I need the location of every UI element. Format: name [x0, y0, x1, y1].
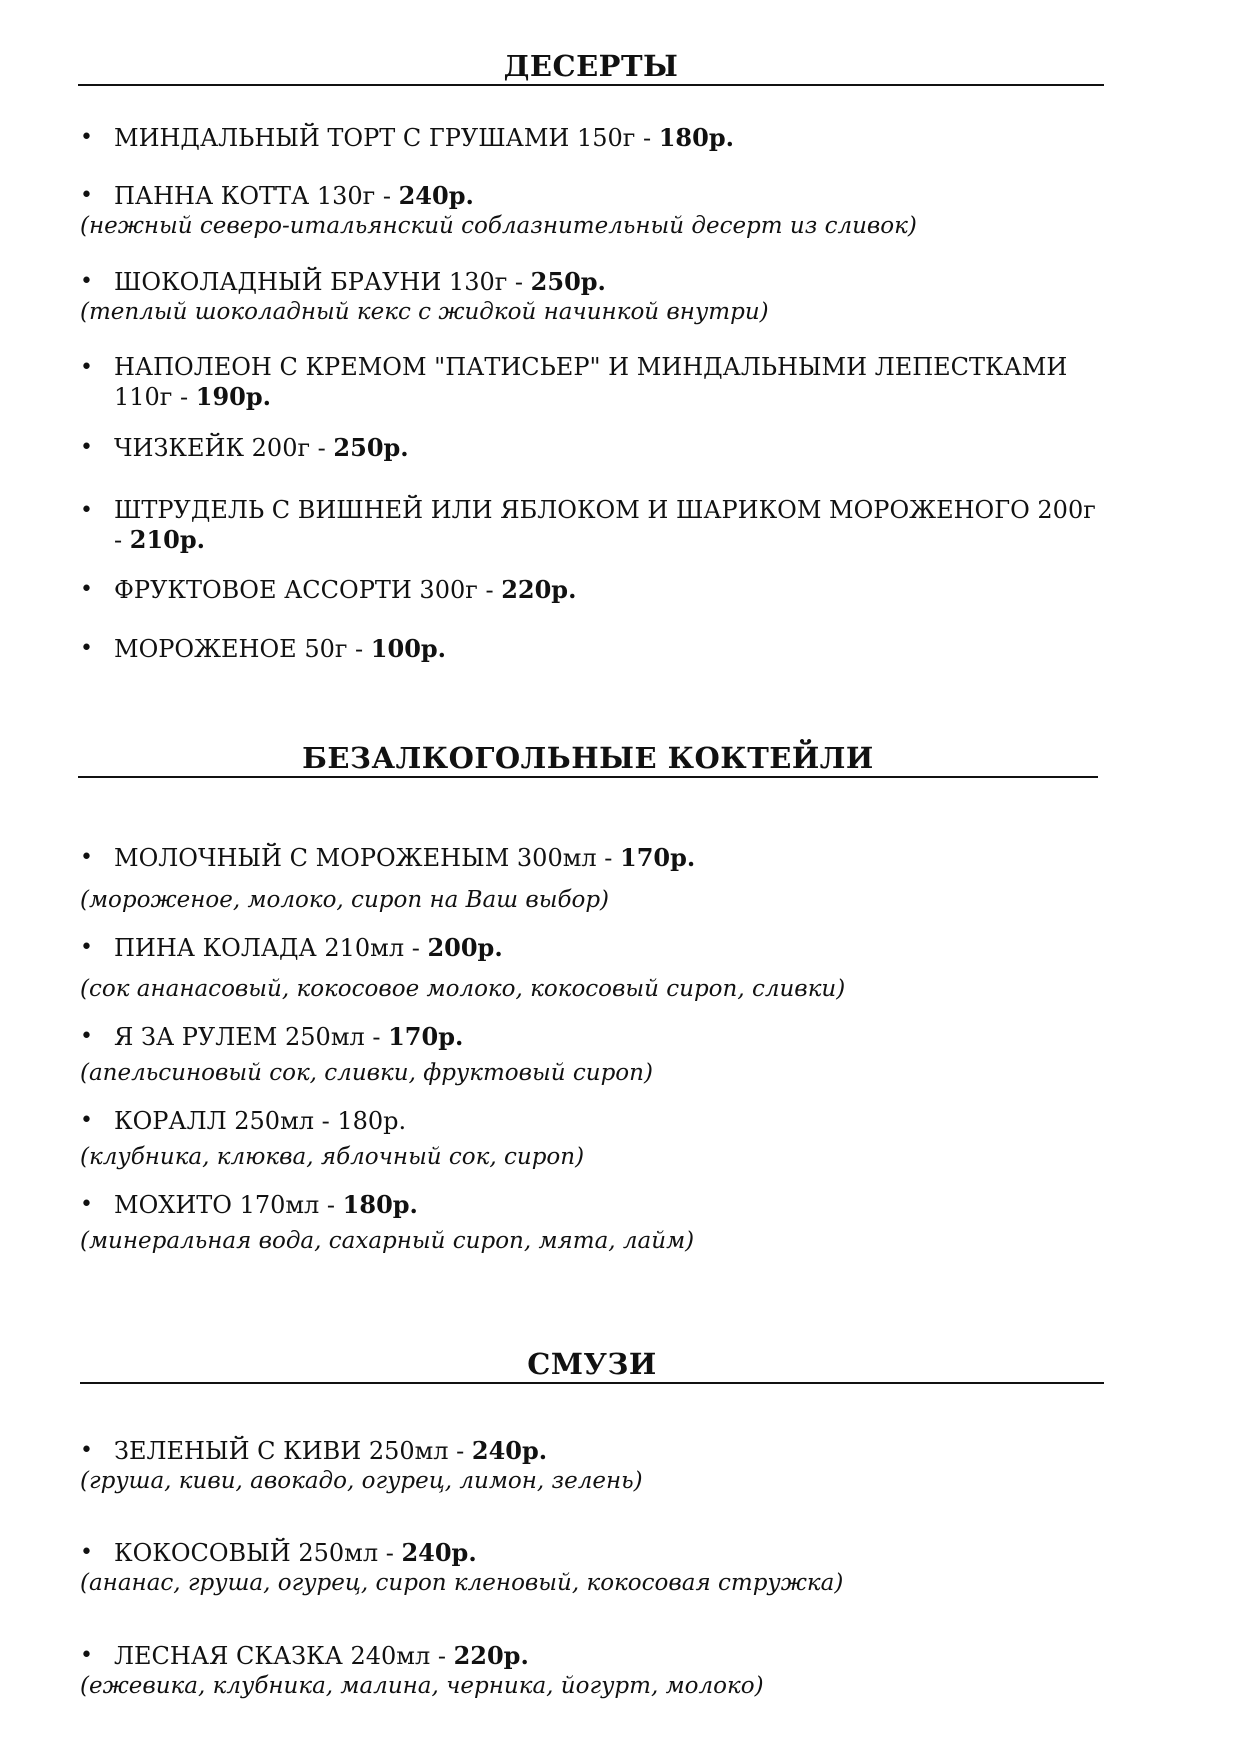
menu-item	[80, 1436, 1110, 1496]
item-name: ЛЕСНАЯ СКАЗКА 240мл -	[114, 1642, 454, 1670]
item-line	[80, 123, 1110, 153]
item-description: (апельсиновый сок, сливки, фруктовый сироп)	[80, 1060, 653, 1086]
bullet-icon: •	[80, 1643, 93, 1668]
item-description: (ананас, груша, огурец, сироп кленовый, кокосовая стружка)	[80, 1570, 844, 1596]
item-price: 100р.	[370, 634, 447, 663]
item-name: МОЛОЧНЫЙ С МОРОЖЕНЫМ 300мл -	[114, 844, 620, 872]
menu-item	[80, 123, 1110, 153]
item-price: 200р.	[427, 933, 503, 962]
item-line	[80, 1538, 1110, 1568]
bullet-icon: •	[80, 1108, 93, 1133]
item-name: НАПОЛЕОН С КРЕМОМ "ПАТИСЬЕР" И МИНДАЛЬНЫМИ ЛЕПЕСТКАМИ 110г -	[114, 353, 1068, 411]
item-line	[80, 1106, 1110, 1136]
item-line	[80, 353, 1110, 412]
item-price: 240р.	[471, 1436, 548, 1465]
item-line	[80, 181, 1110, 211]
bullet-icon: •	[80, 935, 93, 960]
bullet-icon: •	[80, 1540, 93, 1565]
bullet-icon: •	[80, 1192, 93, 1217]
item-name: КОКОСОВЫЙ 250мл -	[114, 1539, 402, 1567]
item-price: 180р.	[342, 1190, 418, 1219]
item-price: 180р.	[658, 123, 734, 152]
item-price: 240р.	[398, 181, 474, 210]
bullet-icon: •	[80, 1024, 93, 1049]
item-line	[80, 1190, 1110, 1220]
item-description: (клубника, клюква, яблочный сок, сироп)	[80, 1144, 585, 1170]
item-line	[80, 496, 1110, 555]
bullet-icon: •	[80, 269, 93, 294]
bullet-icon: •	[80, 636, 93, 661]
item-name: ПАННА КОТТА 130г -	[114, 182, 399, 210]
desserts-title: ДЕСЕРТЫ	[503, 49, 679, 83]
smoothies-title: СМУЗИ	[527, 1347, 657, 1381]
menu-item	[80, 843, 1110, 915]
item-name: ЗЕЛЕНЫЙ С КИВИ 250мл -	[114, 1437, 472, 1465]
item-price: 250р.	[530, 267, 606, 296]
bullet-icon: •	[80, 355, 93, 380]
menu-item	[80, 1190, 1110, 1256]
item-line	[80, 1641, 1110, 1671]
menu-item	[80, 634, 1110, 664]
menu-item	[80, 1022, 1110, 1088]
desserts-heading	[78, 48, 1104, 86]
item-description: (мороженое, молоко, сироп на Ваш выбор)	[80, 887, 610, 913]
item-price: 220р.	[501, 575, 577, 604]
item-price: 210р.	[129, 525, 205, 554]
menu-item	[80, 496, 1110, 555]
bullet-icon: •	[80, 577, 93, 602]
item-price: 190р.	[195, 382, 271, 411]
cocktails-heading	[78, 740, 1098, 778]
item-price: 170р.	[620, 843, 696, 872]
item-name: ПИНА КОЛАДА 210мл -	[114, 934, 428, 962]
item-description: (ежевика, клубника, малина, черника, йогурт, молоко)	[80, 1673, 764, 1699]
item-line	[80, 843, 1110, 873]
item-line	[80, 267, 1110, 297]
smoothies-heading	[80, 1346, 1104, 1384]
item-name: МИНДАЛЬНЫЙ ТОРТ С ГРУШАМИ 150г -	[114, 124, 659, 152]
item-description: (сок ананасовый, кокосовое молоко, кокосовый сироп, сливки)	[80, 976, 846, 1002]
item-name: ШОКОЛАДНЫЙ БРАУНИ 130г -	[114, 268, 531, 296]
item-name: ФРУКТОВОЕ АССОРТИ 300г -	[114, 576, 502, 604]
item-name: Я ЗА РУЛЕМ 250мл -	[114, 1023, 389, 1051]
bullet-icon: •	[80, 125, 93, 150]
item-price: 220р.	[453, 1641, 529, 1670]
item-name: КОРАЛЛ 250мл - 180р.	[114, 1107, 407, 1135]
menu-item	[80, 353, 1110, 412]
menu-item	[80, 933, 1110, 1004]
menu-item	[80, 1538, 1110, 1598]
menu-item	[80, 1641, 1110, 1701]
menu-item	[80, 575, 1110, 605]
bullet-icon: •	[80, 845, 93, 870]
item-line	[80, 1022, 1110, 1052]
item-description: (теплый шоколадный кекс с жидкой начинкой внутри)	[80, 299, 769, 325]
item-price: 250р.	[333, 433, 409, 462]
bullet-icon: •	[80, 183, 93, 208]
cocktails-title: БЕЗАЛКОГОЛЬНЫЕ КОКТЕЙЛИ	[302, 741, 874, 775]
bullet-icon: •	[80, 435, 93, 460]
item-description: (минеральная вода, сахарный сироп, мята, лайм)	[80, 1228, 695, 1254]
menu-item	[80, 433, 1110, 463]
item-line	[80, 933, 1110, 963]
item-name: МОРОЖЕНОЕ 50г -	[114, 635, 371, 663]
menu-item	[80, 181, 1110, 241]
item-line	[80, 634, 1110, 664]
bullet-icon: •	[80, 1438, 93, 1463]
item-price: 170р.	[388, 1022, 464, 1051]
item-line	[80, 433, 1110, 463]
bullet-icon: •	[80, 498, 93, 523]
item-line	[80, 1436, 1110, 1466]
item-price: 240р.	[401, 1538, 477, 1567]
menu-item	[80, 1106, 1110, 1172]
item-name: ШТРУДЕЛЬ С ВИШНЕЙ ИЛИ ЯБЛОКОМ И ШАРИКОМ МОРОЖЕНОГО 200г -	[114, 496, 1096, 554]
menu-item	[80, 267, 1110, 327]
item-description: (нежный северо-итальянский соблазнительный десерт из сливок)	[80, 213, 917, 239]
item-line	[80, 575, 1110, 605]
item-name: МОХИТО 170мл -	[114, 1191, 343, 1219]
item-name: ЧИЗКЕЙК 200г -	[114, 434, 334, 462]
item-description: (груша, киви, авокадо, огурец, лимон, зелень)	[80, 1468, 643, 1494]
